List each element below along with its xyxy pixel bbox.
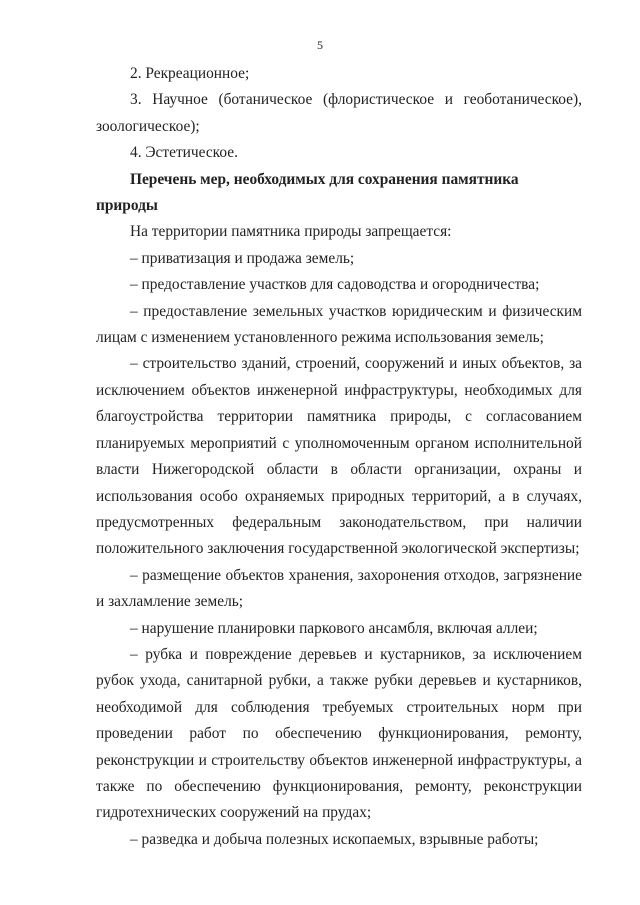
- list-item: – предоставление земельных участков юридическим и физическим лицам с изменением установленного режима использования земель;: [96, 302, 582, 347]
- document-body: [96, 61, 582, 853]
- list-item: – разведка и добыча полезных ископаемых, взрывные работы;: [130, 830, 539, 848]
- intro-paragraph: На территории памятника природы запрещается:: [130, 223, 452, 241]
- list-item: – размещение объектов хранения, захоронения отходов, загрязнение и захламление земель;: [96, 566, 582, 611]
- list-item: – нарушение планировки паркового ансамбля, включая аллеи;: [130, 619, 538, 637]
- list-item: – приватизация и продажа земель;: [130, 249, 355, 267]
- section-heading: Перечень мер, необходимых для сохранения памятника природы: [96, 170, 519, 215]
- page-number: 5: [317, 38, 323, 52]
- list-item: – рубка и повреждение деревьев и кустарников, за исключением рубок ухода, санитарной рубки, а также рубки деревьев и кустарников, необходимой для соблюдения требуемых строительных норм при проведении работ по обеспечению функционирования, ремонту, реконструкции и строительству объектов инженерной инфраструктуры, а также по обеспечению функционирования, ремонту, реконструкции гидротехнических сооружений на прудах;: [96, 645, 582, 822]
- list-item: – предоставление участков для садоводства и огородничества;: [130, 276, 540, 294]
- paragraph-recreational: 2. Рекреационное;: [130, 65, 250, 82]
- list-item: – строительство зданий, строений, сооружений и иных объектов, за исключением объектов инженерной инфраструктуры, необходимых для благоустройства территории памятника природы, с согласованием планируемых мероприятий с уполномоченным органом исполнительной власти Нижегородской области в области организации, охраны и использования особо охраняемых природных территорий, а в случаях, предусмотренных федеральным законодательством, при наличии положительного заключения государственной экологической экспертизы;: [96, 355, 582, 558]
- paragraph-scientific: 3. Научное (ботаническое (флористическое и геоботаническое), зоологическое);: [96, 91, 582, 135]
- paragraph-aesthetic: 4. Эстетическое.: [130, 144, 238, 162]
